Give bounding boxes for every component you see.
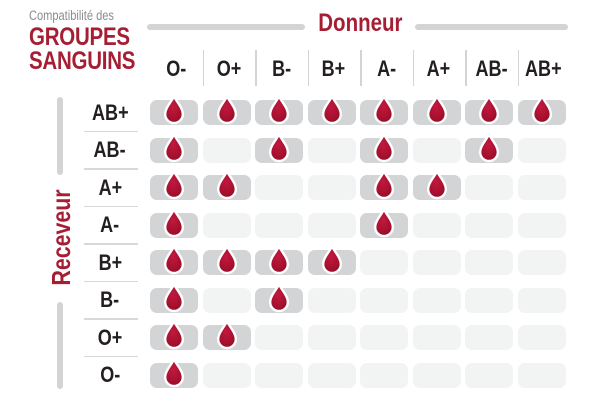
blood-drop-icon bbox=[215, 170, 239, 200]
recipient-row-label-text: B+ bbox=[98, 249, 122, 275]
incompatible-cell-o+-from-a+ bbox=[413, 325, 461, 350]
recipient-row-label-o+ bbox=[80, 325, 140, 350]
donor-column-header-label: O+ bbox=[216, 56, 242, 81]
donor-column-header-b+ bbox=[308, 52, 361, 86]
incompatible-cell-ab--from-o+ bbox=[203, 138, 251, 163]
chart-title-block bbox=[29, 8, 133, 23]
row-divider bbox=[84, 206, 138, 208]
blood-drop-icon bbox=[162, 170, 186, 200]
chart-title-line2: SANGUINS bbox=[29, 47, 136, 75]
recipient-row-label-ab+ bbox=[80, 100, 140, 125]
column-divider bbox=[518, 50, 520, 86]
incompatible-cell-b--from-b+ bbox=[308, 288, 356, 313]
column-divider bbox=[360, 50, 362, 86]
recipient-row-label-text: A+ bbox=[98, 174, 122, 200]
recipient-row-label-a+ bbox=[80, 175, 140, 200]
blood-drop-icon bbox=[530, 95, 554, 125]
incompatible-cell-o--from-b- bbox=[255, 363, 303, 388]
row-divider bbox=[84, 281, 138, 283]
blood-drop-icon bbox=[477, 95, 501, 125]
incompatible-cell-o--from-o+ bbox=[203, 363, 251, 388]
donor-column-header-label: AB+ bbox=[525, 56, 563, 81]
incompatible-cell-a+-from-ab+ bbox=[518, 175, 566, 200]
blood-drop-icon bbox=[372, 170, 396, 200]
recipient-row-label-a- bbox=[80, 213, 140, 238]
incompatible-cell-b--from-ab- bbox=[465, 288, 513, 313]
donor-column-header-ab- bbox=[465, 52, 518, 86]
recipient-row-label-o- bbox=[80, 363, 140, 388]
incompatible-cell-o+-from-ab+ bbox=[518, 325, 566, 350]
row-divider bbox=[84, 131, 138, 133]
incompatible-cell-o+-from-ab- bbox=[465, 325, 513, 350]
row-divider bbox=[84, 318, 138, 320]
blood-drop-icon bbox=[162, 283, 186, 313]
blood-drop-icon bbox=[372, 95, 396, 125]
recipient-row-label-text: A- bbox=[100, 212, 120, 237]
donor-column-header-label: B+ bbox=[321, 56, 346, 81]
blood-drop-icon bbox=[320, 245, 344, 275]
blood-drop-icon bbox=[162, 133, 186, 163]
recipient-axis-line-top bbox=[57, 97, 63, 175]
row-divider bbox=[84, 168, 138, 170]
donor-column-header-label: B- bbox=[271, 56, 291, 81]
recipient-row-label-text: AB+ bbox=[91, 99, 129, 125]
column-divider bbox=[255, 50, 257, 86]
incompatible-cell-a--from-a+ bbox=[413, 213, 461, 238]
row-divider bbox=[84, 243, 138, 245]
blood-drop-icon bbox=[267, 133, 291, 163]
donor-column-header-b- bbox=[255, 52, 308, 86]
incompatible-cell-b--from-o+ bbox=[203, 288, 251, 313]
blood-drop-icon bbox=[267, 283, 291, 313]
donor-column-header-a- bbox=[360, 52, 413, 86]
blood-drop-icon bbox=[267, 95, 291, 125]
recipient-axis-line-bottom bbox=[57, 302, 63, 389]
recipient-row-label-text: O- bbox=[99, 362, 121, 387]
incompatible-cell-o--from-a- bbox=[360, 363, 408, 388]
donor-axis-label: Donneur bbox=[317, 8, 403, 37]
blood-drop-icon bbox=[372, 133, 396, 163]
blood-drop-icon bbox=[162, 95, 186, 125]
incompatible-cell-b+-from-a- bbox=[360, 250, 408, 275]
row-divider bbox=[84, 356, 138, 358]
recipient-row-label-ab- bbox=[80, 138, 140, 163]
incompatible-cell-b+-from-ab+ bbox=[518, 250, 566, 275]
recipient-row-label-text: AB- bbox=[93, 137, 127, 162]
blood-drop-icon bbox=[162, 320, 186, 350]
blood-drop-icon bbox=[372, 208, 396, 238]
donor-column-header-label: O- bbox=[166, 56, 187, 81]
incompatible-cell-ab--from-b+ bbox=[308, 138, 356, 163]
incompatible-cell-a+-from-ab- bbox=[465, 175, 513, 200]
donor-column-header-a+ bbox=[413, 52, 466, 86]
column-divider bbox=[413, 50, 415, 86]
incompatible-cell-ab--from-ab+ bbox=[518, 138, 566, 163]
incompatible-cell-o--from-b+ bbox=[308, 363, 356, 388]
recipient-row-label-text: B- bbox=[100, 287, 120, 312]
incompatible-cell-b+-from-ab- bbox=[465, 250, 513, 275]
blood-drop-icon bbox=[215, 320, 239, 350]
donor-column-header-label: AB- bbox=[475, 56, 508, 81]
donor-column-header-label: A- bbox=[376, 56, 396, 81]
chart-subtitle: Compatibilité des bbox=[29, 8, 114, 23]
recipient-row-label-text: O+ bbox=[97, 324, 123, 350]
incompatible-cell-ab--from-a+ bbox=[413, 138, 461, 163]
donor-column-header-ab+ bbox=[518, 52, 571, 86]
incompatible-cell-a--from-ab- bbox=[465, 213, 513, 238]
column-divider bbox=[308, 50, 310, 86]
incompatible-cell-o+-from-a- bbox=[360, 325, 408, 350]
incompatible-cell-a--from-o+ bbox=[203, 213, 251, 238]
incompatible-cell-a--from-ab+ bbox=[518, 213, 566, 238]
blood-drop-icon bbox=[425, 170, 449, 200]
donor-axis-line-right bbox=[415, 24, 568, 30]
incompatible-cell-a--from-b+ bbox=[308, 213, 356, 238]
blood-drop-icon bbox=[162, 208, 186, 238]
blood-drop-icon bbox=[215, 95, 239, 125]
recipient-row-label-b+ bbox=[80, 250, 140, 275]
blood-drop-icon bbox=[215, 245, 239, 275]
blood-drop-icon bbox=[162, 358, 186, 388]
incompatible-cell-o--from-ab+ bbox=[518, 363, 566, 388]
column-divider bbox=[465, 50, 467, 86]
donor-column-header-o- bbox=[150, 52, 203, 86]
incompatible-cell-b--from-a- bbox=[360, 288, 408, 313]
blood-drop-icon bbox=[267, 245, 291, 275]
incompatible-cell-o--from-ab- bbox=[465, 363, 513, 388]
chart-title-line1: GROUPES bbox=[29, 23, 130, 51]
blood-drop-icon bbox=[425, 95, 449, 125]
incompatible-cell-o+-from-b+ bbox=[308, 325, 356, 350]
incompatible-cell-a+-from-b+ bbox=[308, 175, 356, 200]
incompatible-cell-b--from-a+ bbox=[413, 288, 461, 313]
column-divider bbox=[203, 50, 205, 86]
incompatible-cell-b--from-ab+ bbox=[518, 288, 566, 313]
donor-column-header-o+ bbox=[203, 52, 256, 86]
donor-column-header-label: A+ bbox=[426, 56, 451, 81]
incompatible-cell-a+-from-b- bbox=[255, 175, 303, 200]
incompatible-cell-o--from-a+ bbox=[413, 363, 461, 388]
blood-drop-icon bbox=[477, 133, 501, 163]
recipient-row-label-b- bbox=[80, 288, 140, 313]
incompatible-cell-b+-from-a+ bbox=[413, 250, 461, 275]
incompatible-cell-o+-from-b- bbox=[255, 325, 303, 350]
blood-drop-icon bbox=[320, 95, 344, 125]
blood-drop-icon bbox=[162, 245, 186, 275]
donor-axis-header bbox=[150, 10, 570, 36]
recipient-axis-label: Receveur bbox=[45, 188, 76, 285]
incompatible-cell-a--from-b- bbox=[255, 213, 303, 238]
recipient-axis-header bbox=[45, 182, 76, 292]
